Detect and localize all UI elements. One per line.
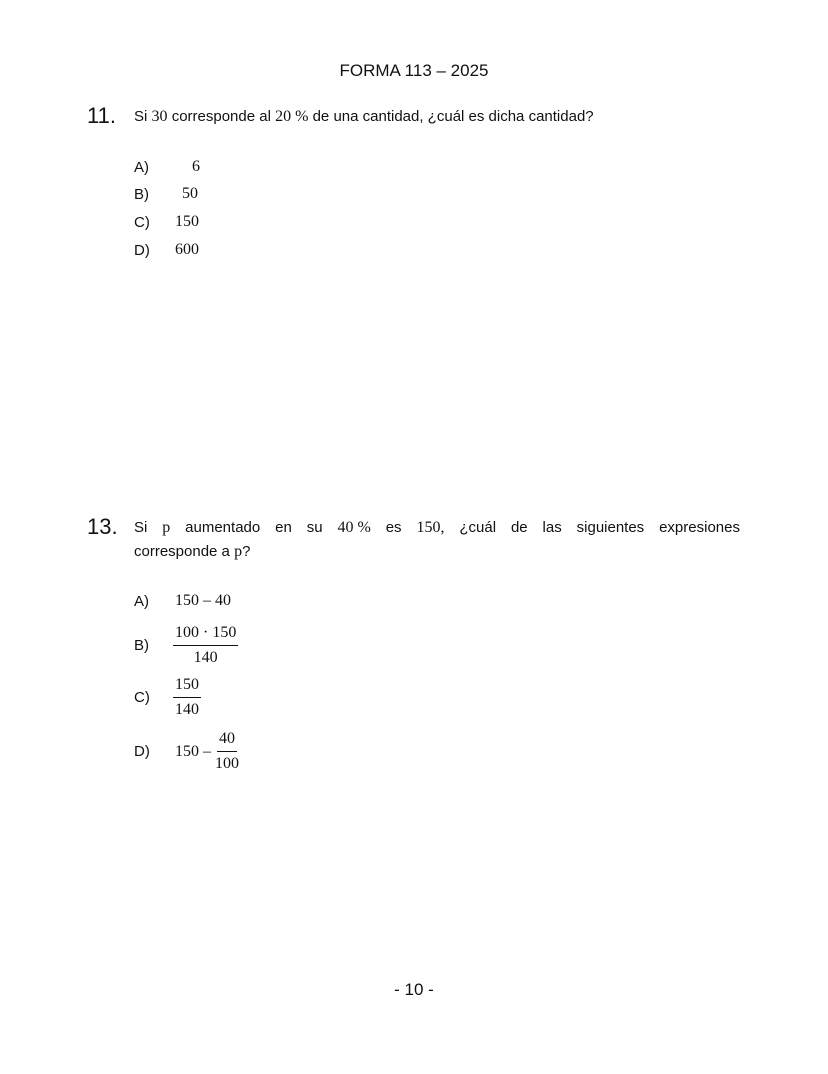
page-number: - 10 - xyxy=(394,980,434,999)
text: Si xyxy=(134,108,148,125)
denominator: 140 xyxy=(175,701,199,718)
fraction xyxy=(173,623,238,668)
option-label: B) xyxy=(134,637,149,654)
text: las xyxy=(542,519,562,536)
option-label: D) xyxy=(134,242,150,259)
text: Si xyxy=(134,519,148,536)
option-label: A) xyxy=(134,159,149,176)
numerator: 150 xyxy=(173,675,201,698)
text: en xyxy=(275,519,292,536)
option-value: 150 xyxy=(175,213,199,230)
option-value: 150 – 40 xyxy=(175,592,231,609)
text: ¿cuál xyxy=(459,519,497,536)
option-value: 50 xyxy=(182,185,198,202)
text: expresiones xyxy=(659,519,740,536)
question-number: 13. xyxy=(87,514,118,539)
option-label: C) xyxy=(134,689,150,706)
math: 30 xyxy=(151,108,168,125)
option-label: C) xyxy=(134,214,150,231)
option-value: 600 xyxy=(175,241,199,258)
text: de xyxy=(510,519,528,536)
text: ? xyxy=(242,543,251,560)
option-label: A) xyxy=(134,593,149,610)
math: p xyxy=(162,519,171,536)
text: corresponde al xyxy=(171,108,271,125)
text: de una cantidad, ¿cuál es dicha cantidad? xyxy=(312,108,594,125)
numerator: 100 · 150 xyxy=(173,623,238,646)
question-text xyxy=(134,108,594,126)
denominator: 140 xyxy=(193,649,218,666)
numerator: 40 xyxy=(217,729,237,752)
option-value: 6 xyxy=(192,158,200,175)
option-label: D) xyxy=(134,743,150,760)
question-text-line1 xyxy=(134,519,740,537)
fraction xyxy=(173,675,201,720)
question-number: 11. xyxy=(87,103,116,128)
text: aumentado xyxy=(185,519,261,536)
math: 150, xyxy=(416,519,445,536)
expression xyxy=(175,729,239,774)
question-text-line2 xyxy=(134,543,250,561)
option-label: B) xyxy=(134,186,149,203)
form-header: FORMA 113 – 2025 xyxy=(339,61,489,80)
text: siguientes xyxy=(576,519,645,536)
math: 20 % xyxy=(275,108,309,125)
denominator: 100 xyxy=(215,755,239,772)
text: su xyxy=(306,519,323,536)
text: corresponde a xyxy=(134,543,230,560)
math: p xyxy=(234,543,243,560)
prefix: 150 – xyxy=(175,742,211,760)
text: es xyxy=(385,519,402,536)
math: 40 % xyxy=(337,519,371,536)
